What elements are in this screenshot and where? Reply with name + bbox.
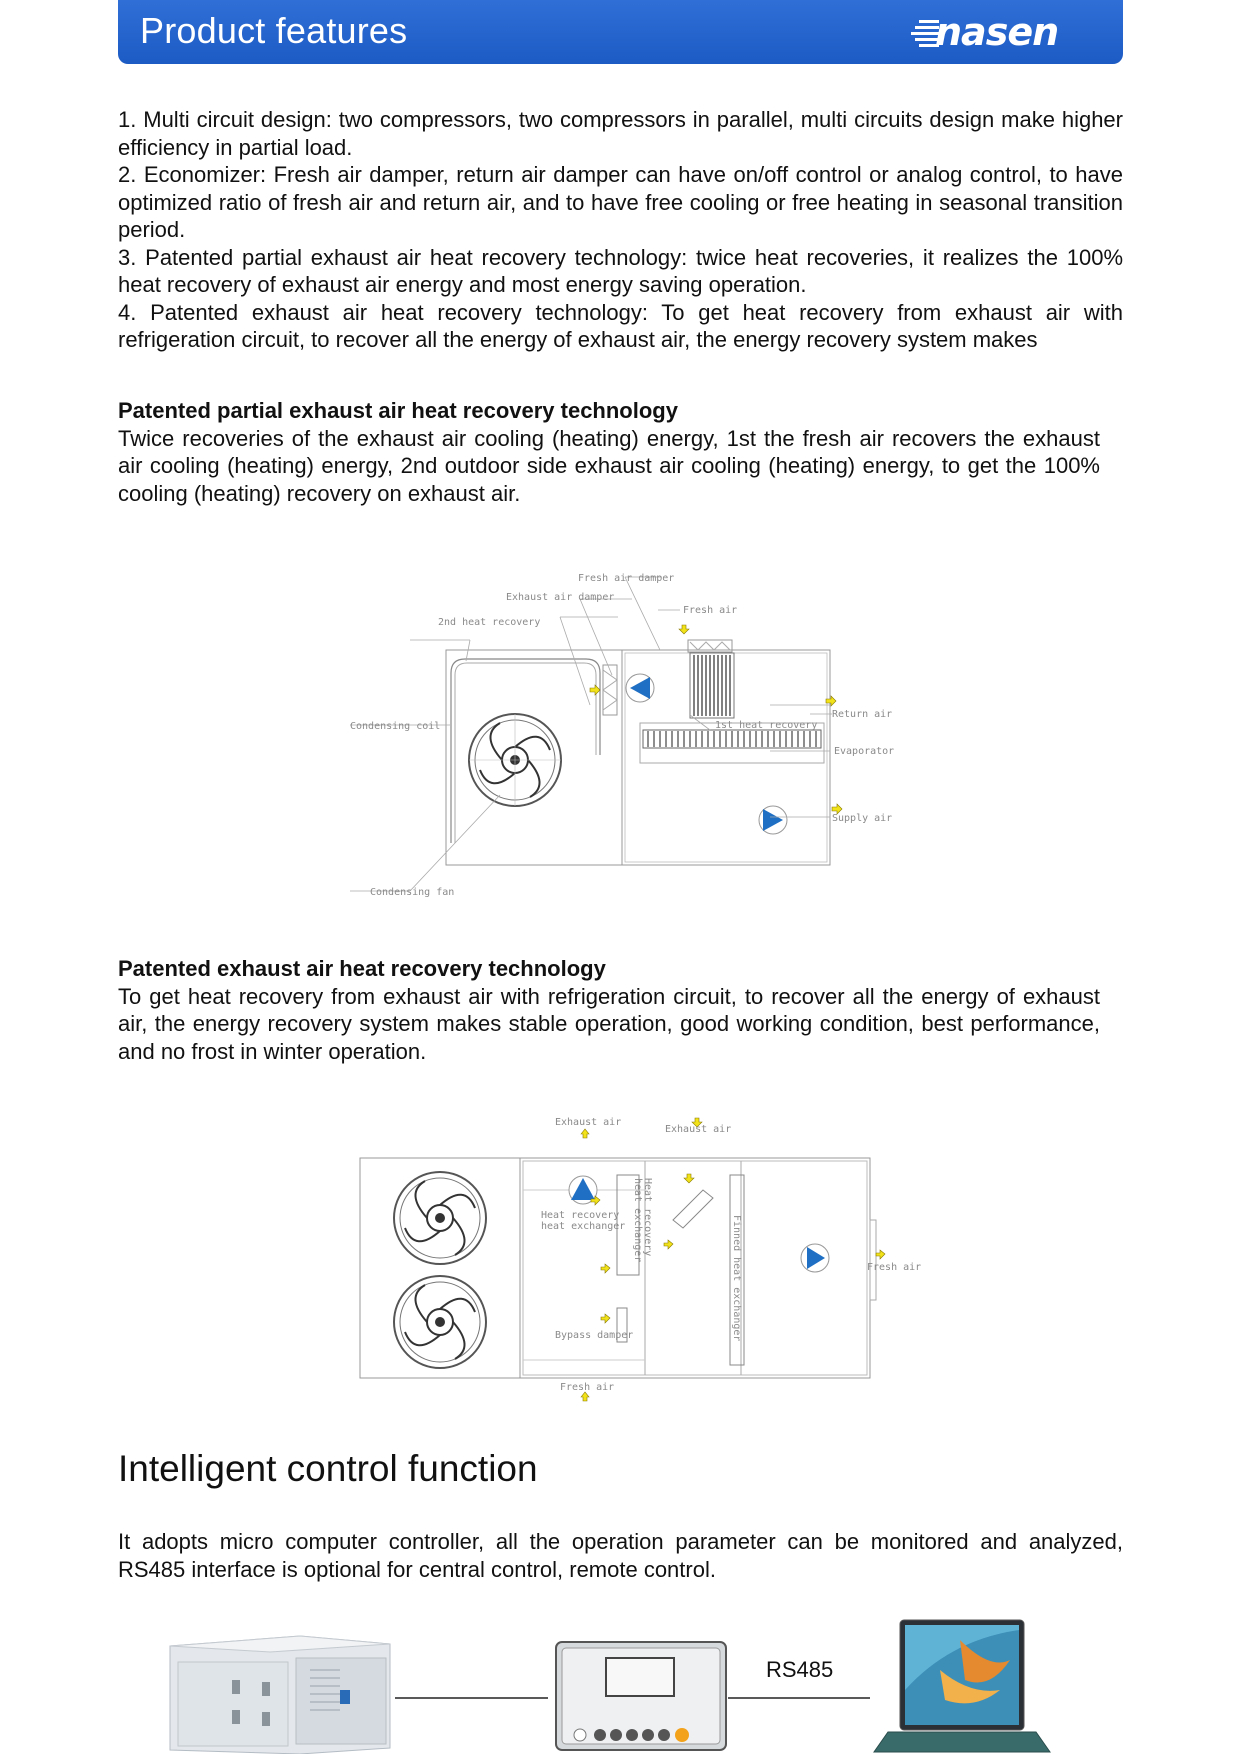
label-fresh-air-bottom: Fresh air [560, 1382, 615, 1393]
laptop-image [874, 1620, 1050, 1752]
section-partial-heading: Patented partial exhaust air heat recovery technology [118, 398, 678, 423]
control-topology [0, 1600, 1240, 1754]
label-condensing-fan: Condensing fan [370, 887, 455, 898]
blower-icon [801, 1244, 829, 1272]
feature-item-4: 4. Patented exhaust air heat recovery technology: To get heat recovery from exhaust air with refrigeration circuit, to recover all the energy of exhaust air, the energy recovery system makes [118, 299, 1123, 352]
label-bypass-damper: Bypass damper [555, 1330, 634, 1341]
label-first-heat-recovery: 1st heat recovery [715, 720, 818, 731]
label-finned-hx: Finned heat exchanger [731, 1215, 742, 1342]
label-supply-air: Supply air [832, 813, 893, 824]
blower-icon [759, 806, 787, 834]
feature-item-1: 1. Multi circuit design: two compressors, two compressors in parallel, multi circuits design make higher efficiency in partial load. [118, 107, 1123, 160]
feature-list [118, 106, 1123, 354]
label-exhaust-air-2: Exhaust air [665, 1124, 732, 1135]
first-heat-recovery-coil [690, 653, 734, 718]
section-exhaust-body: To get heat recovery from exhaust air with refrigeration circuit, to recover all the energy of exhaust air, the energy recovery system makes stable operation, good working condition, best performance, and no frost in winter operation. [118, 983, 1100, 1064]
label-vertical-hx-1: Heat recovery [642, 1178, 653, 1257]
intelligent-heading: Intelligent control function [118, 1448, 538, 1489]
controller-image [556, 1642, 726, 1750]
label-exhaust-air-damper: Exhaust air damper [506, 592, 615, 603]
label-heat-recovery-hx: Heat recovery [541, 1210, 620, 1221]
exhaust-recovery-diagram [355, 1110, 925, 1410]
section-exhaust [118, 955, 1100, 1065]
label-fresh-air-damper: Fresh air damper [578, 573, 675, 584]
partial-recovery-diagram [350, 565, 910, 905]
label-exhaust-air-1: Exhaust air [555, 1117, 622, 1128]
section-partial [118, 397, 1100, 507]
condensing-fan-shape [394, 1276, 486, 1368]
exhaust-air-damper-shape [603, 665, 617, 715]
label-second-heat-recovery: 2nd heat recovery [438, 617, 541, 628]
page-title: Product features [140, 10, 408, 51]
intelligent-body [118, 1528, 1123, 1583]
section-partial-body: Twice recoveries of the exhaust air cooling (heating) energy, 1st the fresh air recovers the exhaust air cooling (heating) energy, 2nd outdoor side exhaust air cooling (heating) energy, to get the 100% cooling (heating) recovery on exhaust air. [118, 425, 1100, 506]
section-exhaust-heading: Patented exhaust air heat recovery technology [118, 956, 606, 981]
condensing-fan-shape [469, 714, 561, 806]
header-bar [118, 0, 1123, 64]
condensing-fan-shape [394, 1172, 486, 1264]
feature-item-2: 2. Economizer: Fresh air damper, return air damper can have on/off control or analog control, to have optimized ratio of fresh air and return air, and to have free cooling or free heating in seasonal transition period. [118, 162, 1123, 242]
label-fresh-air: Fresh air [683, 605, 738, 616]
intelligent-body-text: It adopts micro computer controller, all the operation parameter can be monitored and analyzed, RS485 interface is optional for central control, remote control. [118, 1529, 1123, 1582]
brand-name: nasen [935, 10, 1059, 54]
brand-logo [907, 12, 1077, 52]
label-vertical-hx-2: heat exchanger [632, 1178, 643, 1263]
feature-item-3: 3. Patented partial exhaust air heat recovery technology: twice heat recoveries, it realizes the 100% heat recovery of exhaust air energy and most energy saving operation. [118, 244, 1123, 297]
blower-icon [626, 674, 654, 702]
label-return-air: Return air [832, 709, 893, 720]
label-condensing-coil: Condensing coil [350, 721, 441, 732]
rooftop-unit-image [170, 1636, 390, 1754]
label-fresh-air-right: Fresh air [867, 1262, 922, 1273]
condenser-section [360, 1158, 520, 1378]
rs485-label: RS485 [766, 1657, 834, 1682]
label-heat-exchanger: heat exchanger [541, 1221, 626, 1232]
label-evaporator: Evaporator [834, 746, 895, 757]
